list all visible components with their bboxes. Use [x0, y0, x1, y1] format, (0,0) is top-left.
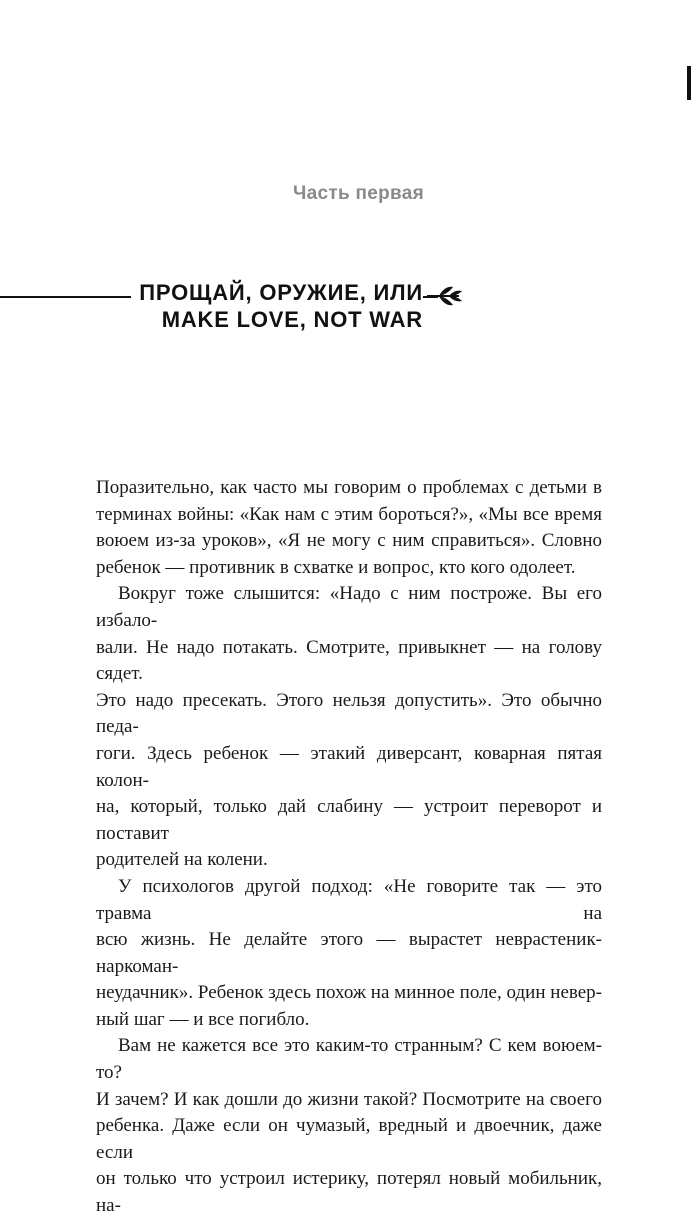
text-line: Вокруг тоже слышится: «Надо с ним построже. Вы его избало-: [96, 583, 602, 631]
text-line: всю жизнь. Не делайте этого — вырастет неврастеник-наркоман-: [96, 929, 602, 977]
paragraph-2: [96, 581, 602, 874]
chapter-title-line-2: MAKE LOVE, NOT WAR: [154, 307, 423, 333]
paragraph-4: [96, 1033, 602, 1219]
text-line: терминах войны: «Как нам с этим бороться?», «Мы все время: [96, 503, 602, 525]
text-line: воюем из-за уроков», «Я не могу с ним справиться». Словно: [96, 530, 602, 552]
paragraph-3: [96, 874, 602, 1034]
text-line: гоги. Здесь ребенок — этакий диверсант, коварная пятая колон-: [96, 742, 602, 791]
text-line: У психологов другой подход: «Не говорите так — это травма на: [96, 875, 602, 924]
text-line: Поразительно, как часто мы говорим о проблемах с детьми в: [96, 477, 602, 498]
chapter-title: [0, 272, 691, 342]
text-line: он только что устроил истерику, потерял новый мобильник, на-: [96, 1168, 602, 1217]
text-line: Вам не кажется все это каким-то странным? С кем воюем-то?: [96, 1035, 602, 1084]
text-line: вали. Не надо потакать. Смотрите, привыкнет — на голову сядет.: [96, 636, 602, 685]
body-text: [96, 475, 602, 1220]
text-line: неудачник». Ребенок здесь похож на минное поле, один невер-: [96, 982, 602, 1004]
part-label: Часть первая: [292, 183, 425, 204]
text-line: на, который, только дай слабину — устроит переворот и поставит: [96, 796, 602, 844]
leaf-sprig-icon: [425, 284, 465, 308]
text-line: ребенок — противник в схватке и вопрос, кто кого одолеет.: [96, 556, 576, 578]
paragraph-1: [96, 475, 602, 581]
text-line: ный шаг — и все погибло.: [96, 1008, 310, 1030]
page-edge-marker: [687, 66, 691, 100]
text-line: родителей на колени.: [96, 849, 268, 871]
text-line: Это надо пресекать. Этого нельзя допустить». Это обычно педа-: [96, 689, 602, 738]
chapter-title-line-1: ПРОЩАЙ, ОРУЖИЕ, ИЛИ: [131, 280, 423, 306]
text-line: ребенка. Даже если он чумазый, вредный и двоечник, даже если: [96, 1115, 602, 1163]
text-line: И зачем? И как дошли до жизни такой? Посмотрите на своего: [96, 1088, 602, 1110]
